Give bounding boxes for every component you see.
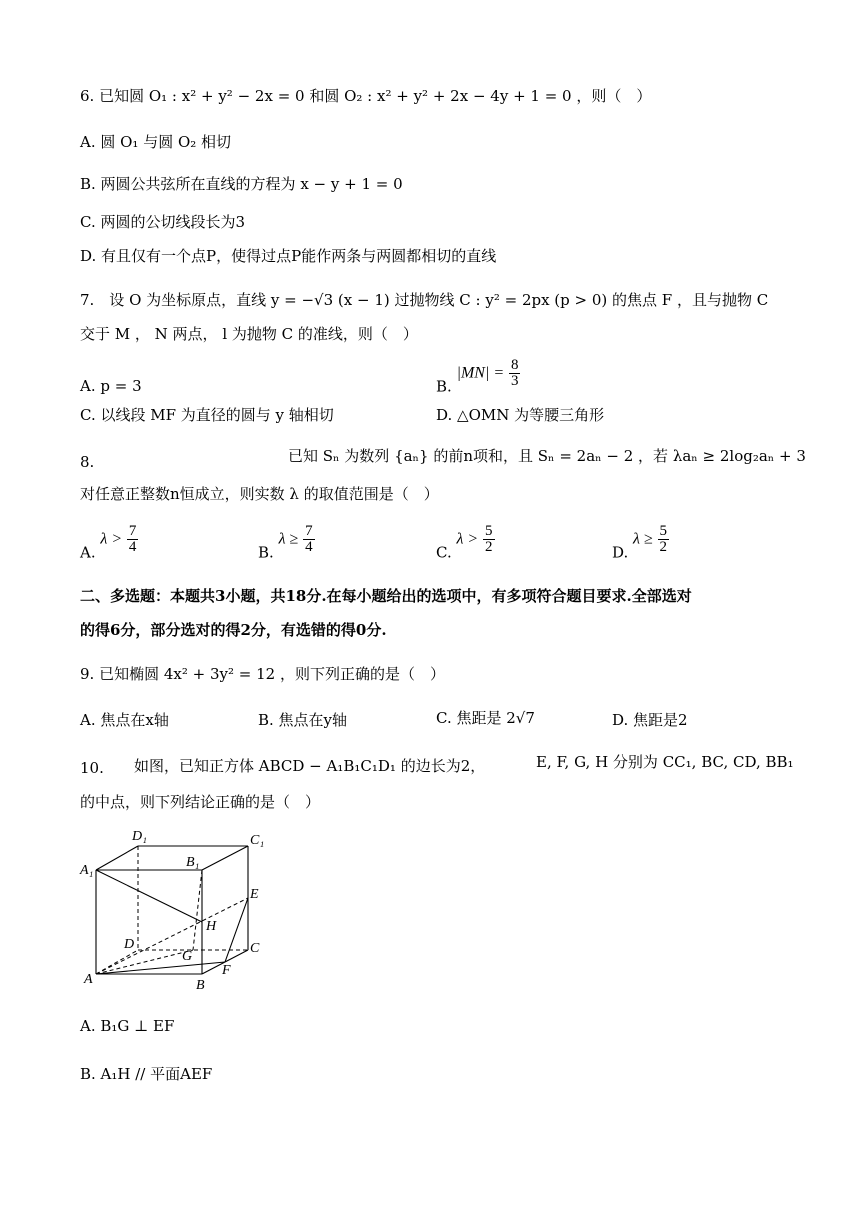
q9-option-b: B. 焦点在y轴 — [258, 711, 348, 729]
q8-option-a-denominator: 4 — [128, 539, 137, 555]
q8-option-c-rel: λ > — [456, 530, 479, 548]
edge-b1-c1 — [202, 846, 248, 870]
q8-option-c-fraction — [483, 524, 495, 555]
segment-a1-h — [96, 870, 202, 922]
q8-option-d-numerator: 5 — [659, 523, 668, 539]
q9-option-c: C. 焦距是 2√7 — [436, 709, 535, 727]
label-g: G — [182, 949, 193, 964]
q8-option-a-label: A. — [80, 543, 96, 562]
q8-option-c-label: C. — [436, 543, 452, 562]
q7-option-d: D. △OMN 为等腰三角形 — [436, 406, 605, 424]
q7-stem-line2: 交于 M ， N 两点， l 为抛物 C 的准线，则（ ） — [80, 325, 418, 343]
q9-stem: 9. 已知椭圆 4x² + 3y² = 12 ，则下列正确的是（ ） — [80, 665, 445, 683]
label-b: B — [196, 978, 205, 993]
label-f: F — [222, 963, 231, 978]
edge-d1-a1 — [96, 846, 138, 870]
q8-option-d-denominator: 2 — [659, 539, 668, 555]
q6-option-c: C. 两圆的公切线段长为3 — [80, 213, 246, 231]
label-e: E — [250, 887, 259, 902]
q9-option-a: A. 焦点在x轴 — [80, 711, 169, 729]
q6-option-b: B. 两圆公共弦所在直线的方程为 x − y + 1 = 0 — [80, 175, 403, 193]
q7-option-b-lhs: |MN| = — [456, 364, 505, 382]
q8-option-a-fraction — [127, 524, 139, 555]
label-d1: D₁ — [132, 829, 147, 844]
q10-stem-part1: 如图，已知正方体 ABCD − A₁B₁C₁D₁ 的边长为2， — [134, 757, 486, 775]
q8-option-c-denominator: 2 — [485, 539, 493, 555]
q7-option-b-fraction — [509, 358, 521, 389]
q8-option-b-label: B. — [258, 543, 274, 562]
cube-figure — [78, 826, 278, 998]
q7-option-c: C. 以线段 MF 为直径的圆与 y 轴相切 — [80, 406, 334, 424]
q8-option-a-numerator: 7 — [128, 523, 137, 539]
label-d: D — [124, 937, 135, 952]
q7-option-b — [436, 358, 520, 397]
q6-stem: 6. 已知圆 O₁ : x² + y² − 2x = 0 和圆 O₂ : x² + y² + 2x − 4y + 1 = 0 ，则（ ） — [80, 87, 652, 105]
q8-option-d-label: D. — [612, 543, 629, 562]
label-c: C — [250, 941, 260, 956]
q7-option-b-denominator: 3 — [510, 373, 519, 389]
q8-option-d-rel: λ ≥ — [633, 530, 653, 548]
q8-option-b-rel: λ ≥ — [278, 530, 299, 548]
label-h: H — [206, 919, 217, 934]
q8-stem-line2: 对任意正整数n恒成立，则实数 λ 的取值范围是（ ） — [80, 485, 439, 503]
q9-option-d: D. 焦距是2 — [612, 711, 688, 729]
q8-number: 8. — [80, 453, 95, 471]
q8-stem: 已知 Sₙ 为数列 {aₙ} 的前n项和，且 Sₙ = 2aₙ − 2 ，若 λaₙ ≥ 2log₂aₙ + 3 — [288, 447, 806, 465]
q7-option-b-label: B. — [436, 377, 452, 396]
label-a: A — [84, 972, 93, 987]
q7-option-a: A. p = 3 — [80, 377, 142, 395]
q8-option-b-numerator: 7 — [305, 523, 313, 539]
q6-option-d: D. 有且仅有一个点P，使得过点P能作两条与两圆都相切的直线 — [80, 247, 497, 265]
q8-option-d-fraction — [658, 524, 670, 555]
q10-option-b: B. A₁H // 平面AEF — [80, 1065, 213, 1083]
section-header-line1: 二、多选题：本题共3小题，共18分.在每小题给出的选项中，有多项符合题目要求.全部选对 — [80, 587, 692, 605]
q8-option-b — [258, 524, 315, 563]
q8-option-c — [436, 524, 495, 563]
q10-option-a: A. B₁G ⊥ EF — [80, 1017, 175, 1035]
q7-stem-line1: 7. 设 O 为坐标原点，直线 y = −√3 (x − 1) 过抛物线 C : y² = 2px (p > 0) 的焦点 F ，且与抛物 C — [80, 291, 769, 309]
q6-option-a: A. 圆 O₁ 与圆 O₂ 相切 — [80, 133, 232, 151]
q8-option-a — [80, 524, 138, 563]
hidden-segment-b1-g — [193, 870, 202, 950]
q8-option-d — [612, 524, 669, 563]
q8-option-b-fraction — [303, 524, 315, 555]
q8-option-a-rel: λ > — [100, 530, 123, 548]
q7-option-b-numerator: 8 — [510, 357, 519, 373]
q10-stem-line2: 的中点，则下列结论正确的是（ ） — [80, 793, 321, 811]
q10-number: 10. — [80, 759, 104, 777]
section-header-line2: 的得6分，部分选对的得2分，有选错的得0分. — [80, 621, 387, 639]
hidden-segment-a-g — [96, 950, 193, 974]
label-b1: B₁ — [186, 855, 200, 870]
q8-option-b-denominator: 4 — [305, 539, 313, 555]
q10-stem-part2: E, F, G, H 分别为 CC₁, BC, CD, BB₁ — [536, 753, 794, 771]
q8-option-c-numerator: 5 — [485, 523, 493, 539]
label-c1: C₁ — [250, 833, 265, 848]
label-a1: A₁ — [80, 863, 94, 878]
